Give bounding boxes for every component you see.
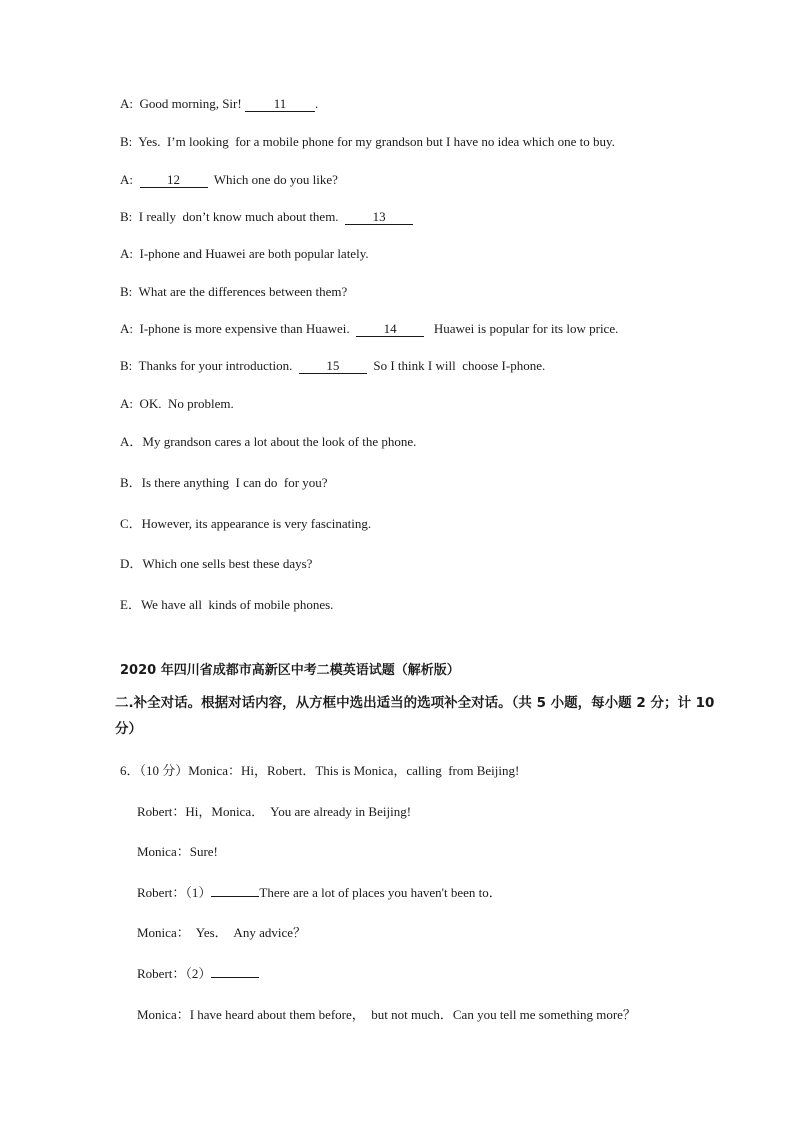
question6-text: Robert：（2） xyxy=(137,966,212,981)
section-title: 2020 年四川省成都市高新区中考二模英语试题（解析版） xyxy=(120,663,460,678)
dialogue-line-9 xyxy=(120,396,234,412)
option-text: D．Which one sells best these days? xyxy=(120,556,313,571)
option-text: C．However, its appearance is very fascinating. xyxy=(120,516,372,531)
question6-text: Robert：（1） xyxy=(137,885,212,900)
question6-line-2 xyxy=(137,804,411,820)
question6-text: Robert：Hi，Monica． You are already in Beijing! xyxy=(137,804,412,819)
question6-line-4 xyxy=(137,885,502,901)
option-b xyxy=(120,475,328,491)
option-c xyxy=(120,516,371,532)
dialogue-line-5 xyxy=(120,246,369,262)
dialogue-line-tail: Which one do you like? xyxy=(207,172,338,187)
question6-line-6 xyxy=(137,966,259,982)
question6-text: Monica：I have heard about them before， but not much．Can you tell me something more？ xyxy=(137,1007,636,1022)
dialogue-line-text: A: I-phone is more expensive than Huawei. xyxy=(120,321,357,336)
answer-blank-11: 11 xyxy=(245,97,315,112)
dialogue-line-tail: So I think I will choose I-phone. xyxy=(366,358,546,373)
dialogue-line-text: A: Good morning, Sir! xyxy=(120,96,245,111)
dialogue-line-text: A: xyxy=(120,172,140,187)
dialogue-line-6 xyxy=(120,284,347,300)
dialogue-line-text: B: Thanks for your introduction. xyxy=(120,358,299,373)
answer-blank-1 xyxy=(211,896,259,897)
dialogue-line-text: A: OK. No problem. xyxy=(120,396,234,411)
dialogue-line-text: B: I really don’t know much about them. xyxy=(120,209,346,224)
answer-blank-13: 13 xyxy=(345,210,413,225)
dialogue-line-text: A: I-phone and Huawei are both popular lately. xyxy=(120,246,369,261)
question6-text: Monica：Sure! xyxy=(137,844,218,859)
dialogue-line-8 xyxy=(120,358,545,374)
section-instruction: 二.补全对话。根据对话内容，从方框中选出适当的选项补全对话。（共 5 小题，每小题 2 分；计 10 分） xyxy=(115,695,715,737)
option-text: E．We have all kinds of mobile phones. xyxy=(120,597,334,612)
dialogue-line-tail: Huawei is popular for its low price. xyxy=(424,321,619,336)
option-text: A．My grandson cares a lot about the look of the phone. xyxy=(120,434,417,449)
answer-blank-2 xyxy=(211,977,259,978)
answer-blank-12: 12 xyxy=(140,173,208,188)
option-text: B．Is there anything I can do for you? xyxy=(120,475,328,490)
question6-text: Monica： Yes． Any advice？ xyxy=(137,925,306,940)
answer-blank-14: 14 xyxy=(356,322,424,337)
question6-line-7 xyxy=(137,1007,636,1023)
dialogue-line-text: B: What are the differences between them? xyxy=(120,284,348,299)
question6-tail: There are a lot of places you haven't been to． xyxy=(259,885,502,900)
dialogue-line-2 xyxy=(120,134,615,150)
dialogue-line-1 xyxy=(120,96,318,112)
option-a xyxy=(120,434,416,450)
option-d xyxy=(120,556,312,572)
dialogue-line-text: B: Yes. I’m looking for a mobile phone for my grandson but I have no idea which one to buy. xyxy=(120,134,615,149)
dialogue-line-4 xyxy=(120,209,413,225)
answer-blank-15: 15 xyxy=(299,359,367,374)
dialogue-line-tail: . xyxy=(314,96,319,111)
question6-line-1 xyxy=(120,763,519,779)
question6-line-5 xyxy=(137,925,306,941)
option-e xyxy=(120,597,333,613)
dialogue-line-7 xyxy=(120,321,618,337)
dialogue-line-3 xyxy=(120,172,338,188)
question6-line-3 xyxy=(137,844,218,860)
question6-text: 6．（10 分）Monica：Hi，Robert．This is Monica，calling from Beijing! xyxy=(120,763,520,778)
